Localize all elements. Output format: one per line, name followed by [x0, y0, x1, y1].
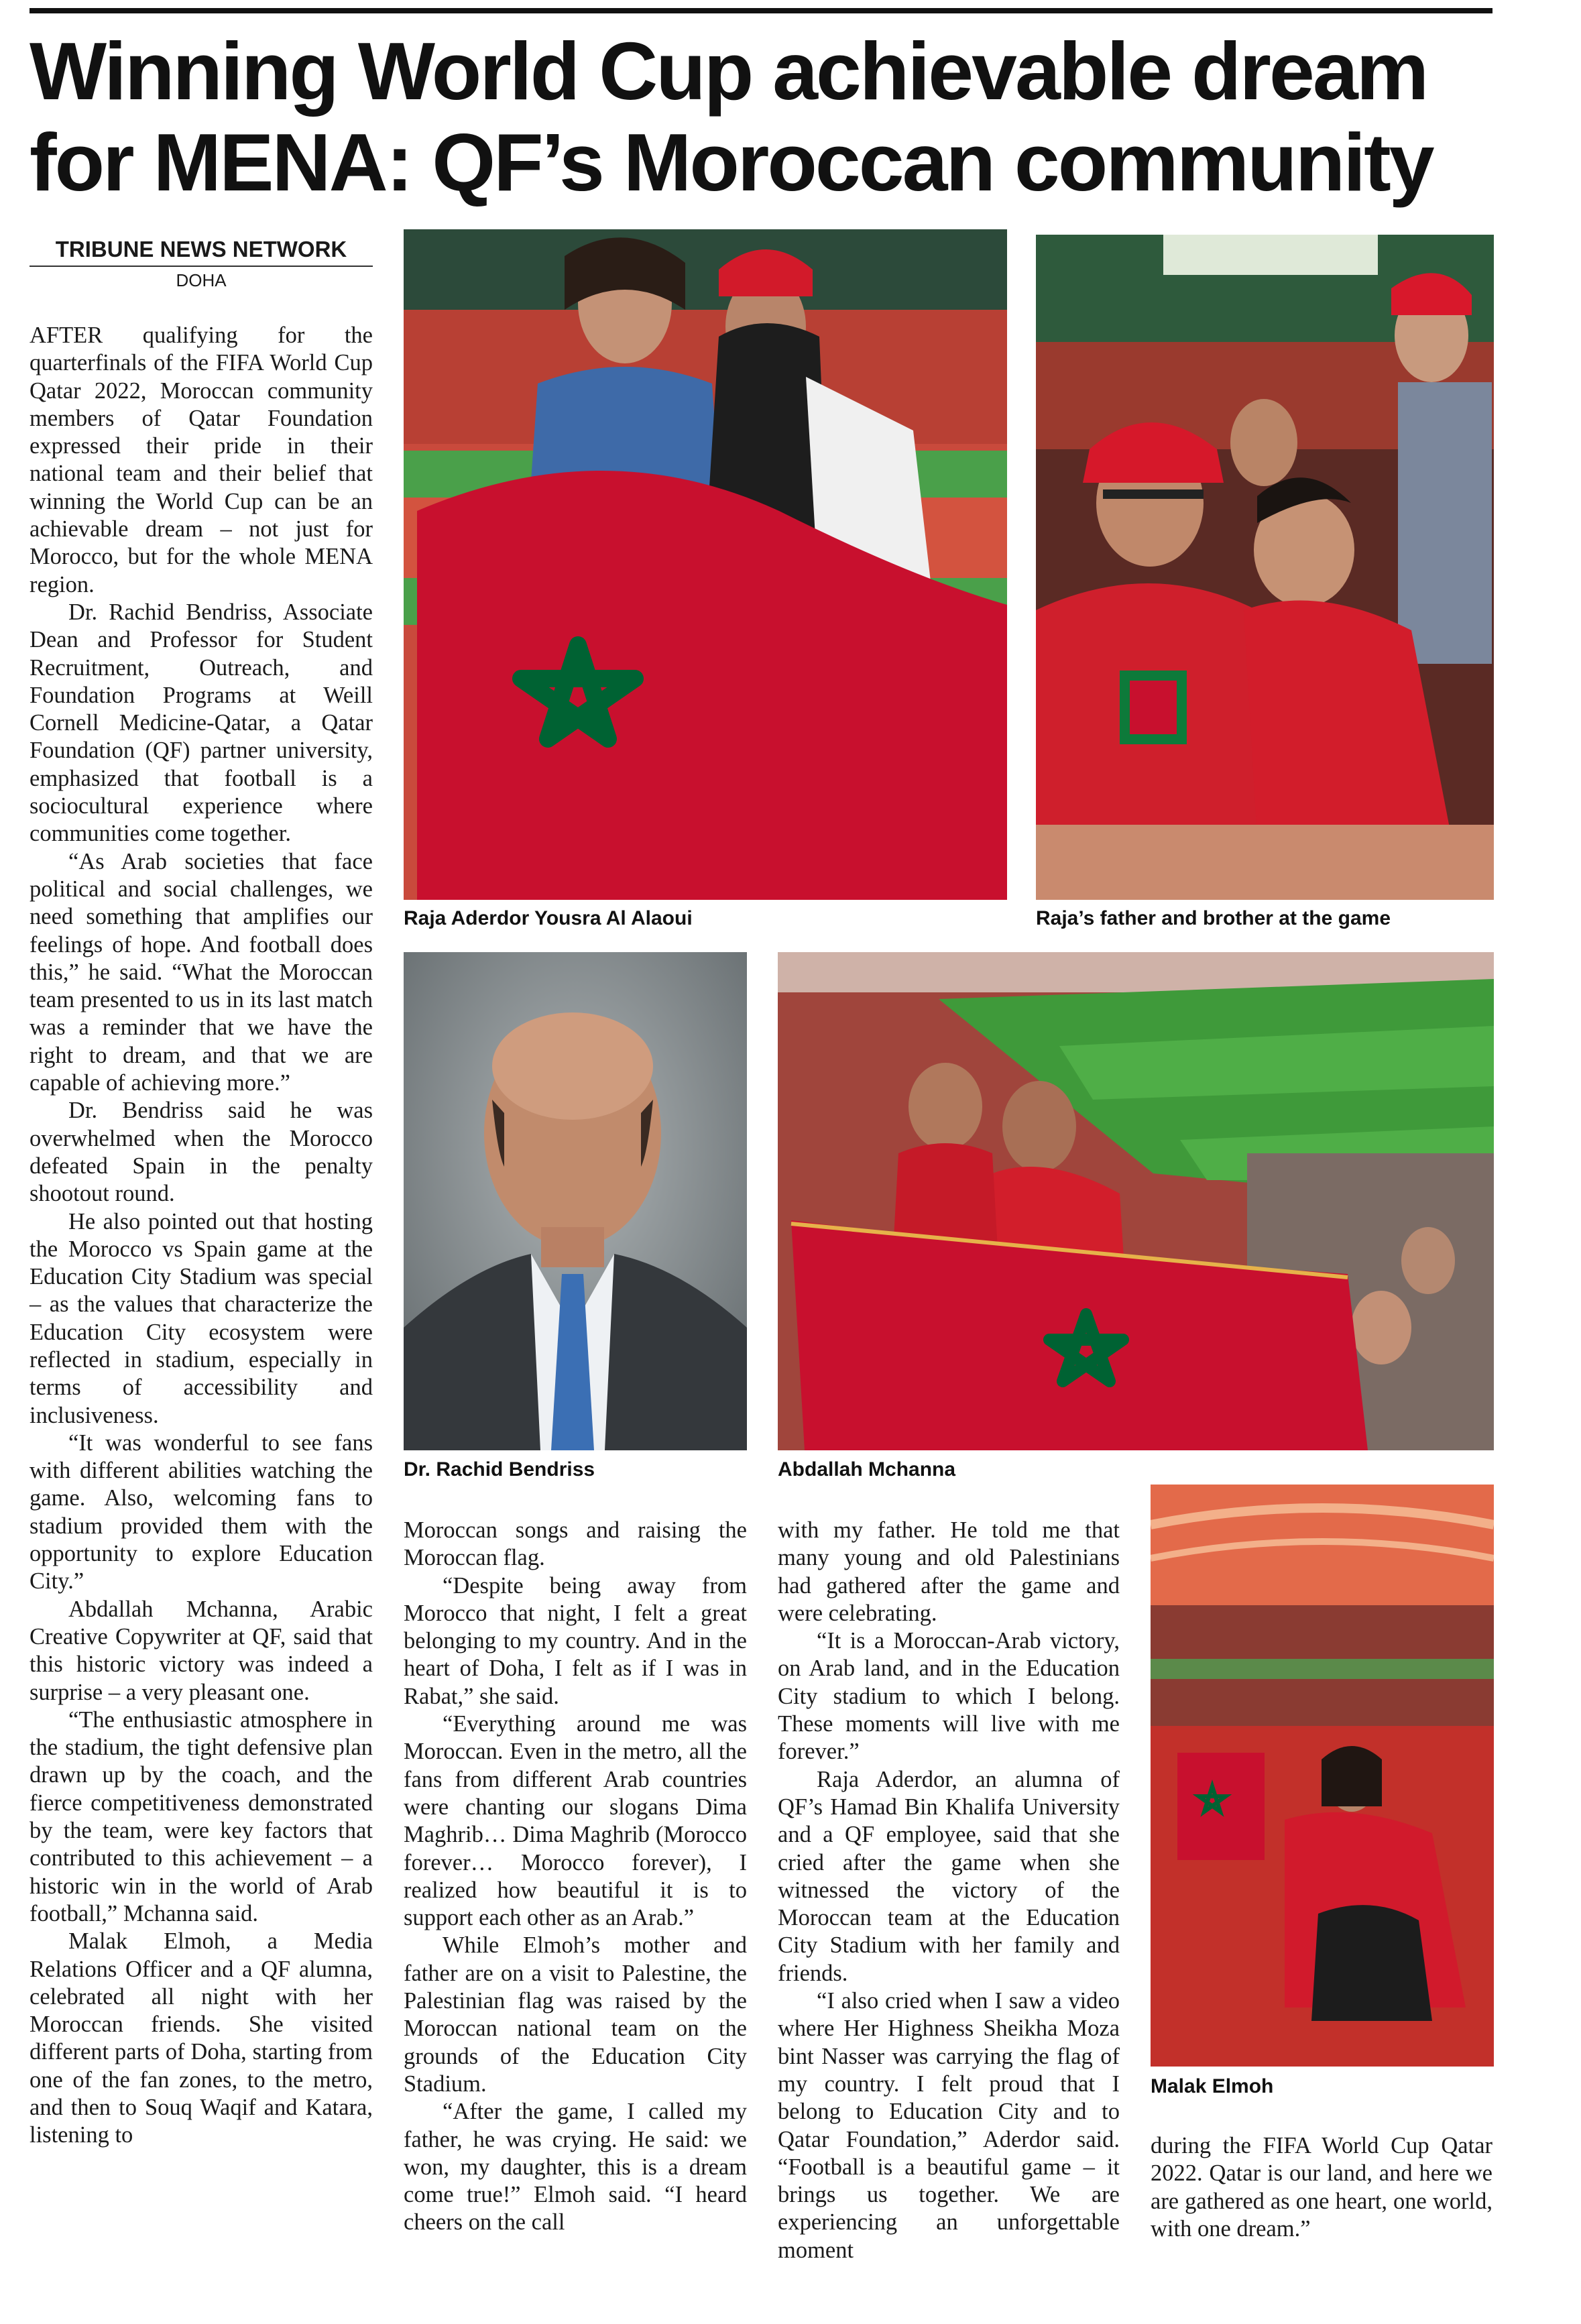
article-column-4	[1151, 2132, 1492, 2243]
paragraph: “The enthusiastic atmosphere in the stadium, the tight defensive plan drawn up by the coach, and the fierce competitiveness demonstrated by the team, were key factors that contributed to this achievement – a historic win in the world of Arab football,” Mchanna said.	[30, 1706, 373, 1926]
article-column-3	[778, 1517, 1120, 2264]
byline-network: TRIBUNE NEWS NETWORK	[30, 235, 373, 267]
top-rule	[30, 8, 1492, 13]
paragraph: Dr. Bendriss said he was overwhelmed when the Morocco defeated Spain in the penalty shootout round.	[30, 1098, 373, 1207]
caption-photo-2: Raja’s father and brother at the game	[1036, 907, 1391, 929]
paragraph: Malak Elmoh, a Media Relations Officer and a QF alumna, celebrated all night with her Moroccan friends. She visited different parts of Doha, starting from one of the fan zones, to the metro, and then to Souq Waqif and Katara, listening to	[30, 1928, 373, 2148]
paragraph: “Everything around me was Moroccan. Even in the metro, all the fans from different Arab countries were chanting our slogans Dima Maghrib… Dima Maghrib (Morocco forever… Morocco forever), I realized how beautiful it is to support each other as an Arab.”	[404, 1711, 747, 1931]
paragraph: with my father. He told me that many young and old Palestinians had gathered after the game and were celebrating.	[778, 1517, 1120, 1626]
photo-rachid-bendriss	[404, 952, 747, 1450]
paragraph: AFTER qualifying for the quarterfinals of the FIFA World Cup Qatar 2022, Moroccan community members of Qatar Foundation expressed their pride in their national team and their belief that winning the World Cup can be an achievable dream – not just for Morocco, but for the whole MENA region.	[30, 323, 373, 597]
paragraph: “As Arab societies that face political and social challenges, we need something that amplifies our feelings of hope. And football does this,” he said. “What the Moroccan team presented to us in its last match was a reminder that we have the right to dream, and that we are capable of achieving more.”	[30, 848, 373, 1096]
paragraph: during the FIFA World Cup Qatar 2022. Qatar is our land, and here we are gathered as one heart, one world, with one dream.”	[1151, 2133, 1492, 2242]
paragraph: “It was wonderful to see fans with different abilities watching the game. Also, welcoming fans to stadium provided them with the opportunity to explore Education City.”	[30, 1430, 373, 1594]
caption-photo-3: Dr. Rachid Bendriss	[404, 1458, 595, 1480]
caption-photo-4: Abdallah Mchanna	[778, 1458, 956, 1480]
paragraph: Dr. Rachid Bendriss, Associate Dean and Professor for Student Recruitment, Outreach, and Foundation Programs at Weill Cornell Medicine-Qatar, a Qatar Foundation (QF) partner university, emphasized that football is a sociocultural experience where communities come together.	[30, 599, 373, 847]
photo-abdallah-mchanna	[778, 952, 1494, 1450]
paragraph: He also pointed out that hosting the Morocco vs Spain game at the Education City Stadium was special – as the values that characterize the Education City ecosystem were reflected in stadium, especially in terms of accessibility and inclusiveness.	[30, 1208, 373, 1428]
headline	[30, 25, 1505, 208]
article-column-1	[30, 322, 373, 2150]
paragraph: Moroccan songs and raising the Moroccan flag.	[404, 1517, 747, 1571]
caption-photo-5: Malak Elmoh	[1151, 2075, 1274, 2097]
byline-location: DOHA	[176, 270, 227, 290]
photo-raja-yousra	[404, 229, 1007, 900]
paragraph: “I also cried when I saw a video where Her Highness Sheikha Moza bint Nasser was carrying the flag of my country. I felt proud that I belong to Education City and to Qatar Foundation,” Aderdor said. “Football is a beautiful game – it brings us together. We are experiencing an unforgettable moment	[778, 1988, 1120, 2263]
paragraph: “After the game, I called my father, he was crying. He said: we won, my daughter, this is a dream come true!” Elmoh said. “I heard cheers on the call	[404, 2099, 747, 2235]
paragraph: While Elmoh’s mother and father are on a visit to Palestine, the Palestinian flag was raised by the Moroccan national team on the grounds of the Education City Stadium.	[404, 1932, 747, 2097]
paragraph: “Despite being away from Morocco that night, I felt a great belonging to my country. And in the heart of Doha, I felt as if I was in Rabat,” she said.	[404, 1572, 747, 1709]
article-column-2	[404, 1517, 747, 2237]
paragraph: “It is a Moroccan-Arab victory, on Arab land, and in the Education City stadium to which I belong. These moments will live with me forever.”	[778, 1628, 1120, 1765]
photo-malak-elmoh	[1151, 1485, 1494, 2067]
paragraph: Raja Aderdor, an alumna of QF’s Hamad Bin Khalifa University and a QF employee, said that she cried after the game when she witnessed the victory of the Moroccan team at the Education City Stadium with her family and friends.	[778, 1766, 1120, 1986]
caption-photo-1: Raja Aderdor Yousra Al Alaoui	[404, 907, 693, 929]
byline	[30, 235, 373, 294]
paragraph: Abdallah Mchanna, Arabic Creative Copywriter at QF, said that this historic victory was indeed a surprise – a very pleasant one.	[30, 1596, 373, 1705]
headline-line-2: for MENA: QF’s Moroccan community	[30, 117, 1433, 208]
headline-line-1: Winning World Cup achievable dream	[30, 25, 1427, 117]
photo-father-brother	[1036, 235, 1494, 900]
